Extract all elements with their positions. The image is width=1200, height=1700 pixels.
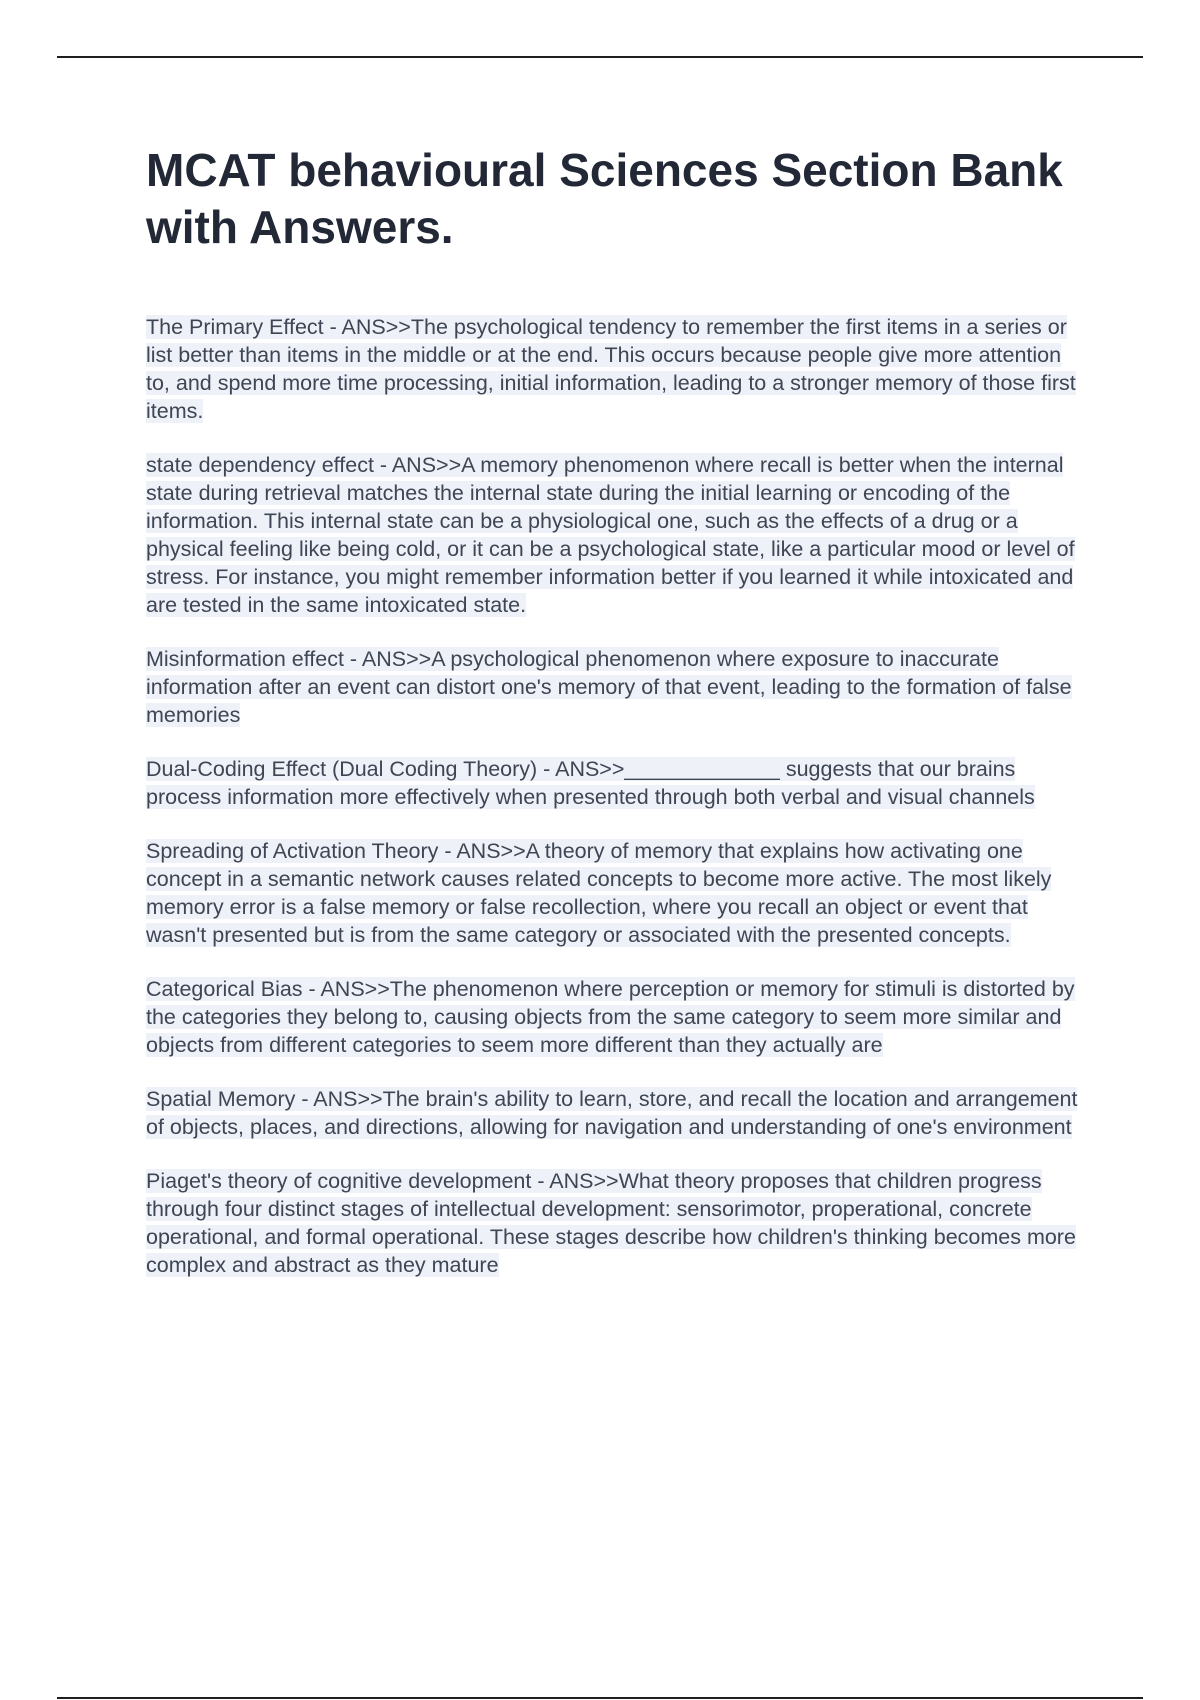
qa-item-text: Spreading of Activation Theory - ANS>>A theory of memory that explains how activating one concept in a semantic network causes related concepts to become more active. The most likely memory error is a false memory or false recollection, where you recall an object or event that wasn't presented but is from the same category or associated with the presented concepts.	[146, 839, 1052, 947]
qa-list	[146, 313, 1086, 1305]
qa-item-text: Dual-Coding Effect (Dual Coding Theory) - ANS>>_____________ suggests that our brains process information more effectively when presented through both verbal and visual channels	[146, 757, 1035, 809]
qa-item-piaget	[146, 1167, 1086, 1279]
top-divider	[57, 56, 1143, 58]
qa-item-state-dependency	[146, 451, 1086, 619]
qa-item-text: state dependency effect - ANS>>A memory phenomenon where recall is better when the internal state during retrieval matches the internal state during the initial learning or encoding of the information. This internal state can be a physiological one, such as the effects of a drug or a physical feeling like being cold, or it can be a psychological state, like a particular mood or level of stress. For instance, you might remember information better if you learned it while intoxicated and are tested in the same intoxicated state.	[146, 453, 1075, 617]
qa-item-dual-coding	[146, 755, 1086, 811]
qa-item-spatial-memory	[146, 1085, 1086, 1141]
qa-item-spreading-activation	[146, 837, 1086, 949]
qa-item-text: Piaget's theory of cognitive development - ANS>>What theory proposes that children progress through four distinct stages of intellectual development: sensorimotor, properational, concrete operational, and formal operational. These stages describe how children's thinking becomes more complex and abstract as they mature	[146, 1169, 1076, 1277]
qa-item-text: Misinformation effect - ANS>>A psychological phenomenon where exposure to inaccurate information after an event can distort one's memory of that event, leading to the formation of false memories	[146, 647, 1072, 727]
qa-item-text: Spatial Memory - ANS>>The brain's ability to learn, store, and recall the location and arrangement of objects, places, and directions, allowing for navigation and understanding of one's environment	[146, 1087, 1078, 1139]
qa-item-text: Categorical Bias - ANS>>The phenomenon where perception or memory for stimuli is distorted by the categories they belong to, causing objects from the same category to seem more similar and objects from different categories to seem more different than they actually are	[146, 977, 1075, 1057]
qa-item-misinformation	[146, 645, 1086, 729]
document-title: MCAT behavioural Sciences Section Bank with Answers.	[146, 144, 1063, 253]
qa-item-categorical-bias	[146, 975, 1086, 1059]
qa-item-text: The Primary Effect - ANS>>The psychological tendency to remember the first items in a series or list better than items in the middle or at the end. This occurs because people give more attention to, and spend more time processing, initial information, leading to a stronger memory of those first items.	[146, 315, 1076, 423]
qa-item-primary-effect	[146, 313, 1086, 425]
bottom-divider	[57, 1697, 1143, 1699]
